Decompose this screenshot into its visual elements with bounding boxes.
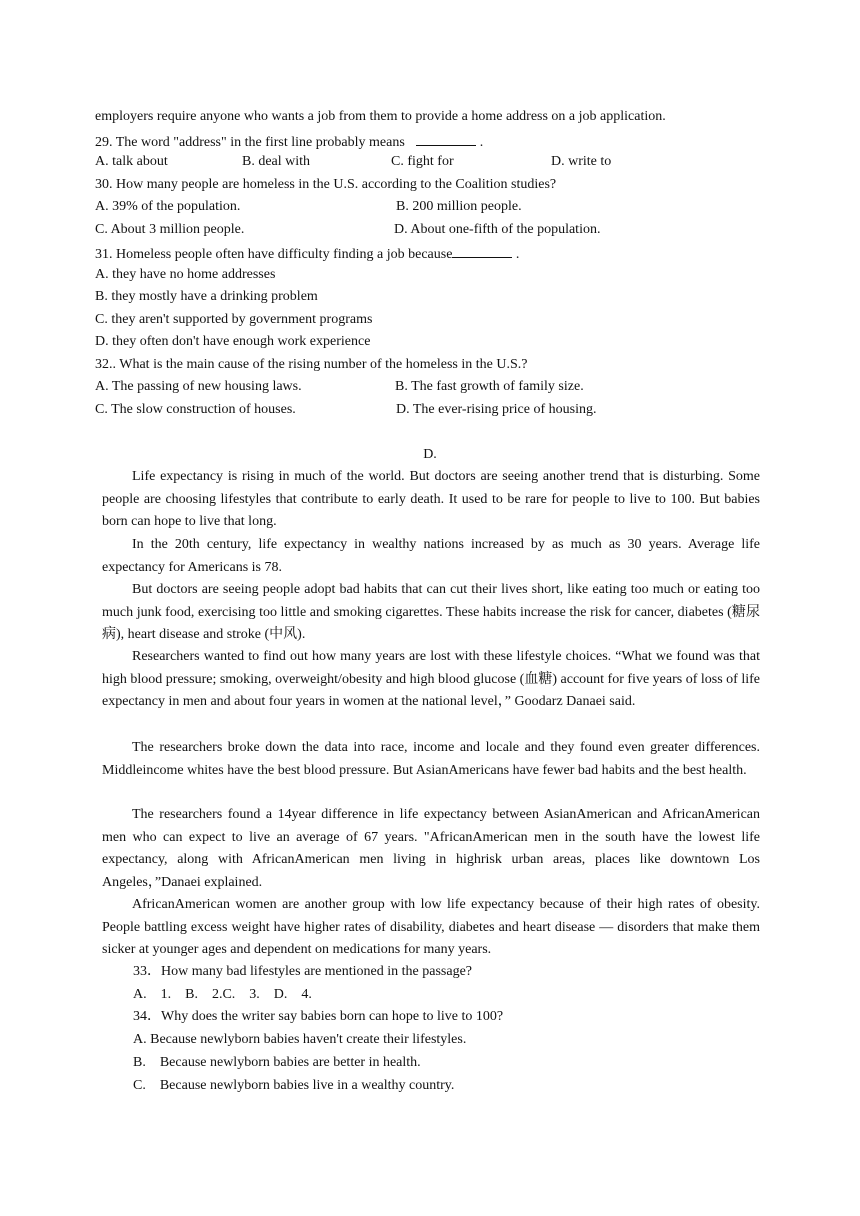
passage-paragraph-5: The researchers broke down the data into race, income and locale and they found even greater differences. Middleincome whites have the best blood pressure. But AsianAmericans have fewer bad habits and the best health. [102, 740, 760, 778]
answer-blank [452, 243, 512, 258]
passage-paragraph-6: The researchers found a 14year difference in life expectancy between AsianAmerican and AfricanAmerican men who can expect to live an average of 67 years. "AfricanAmerican men in the south have the lowest life expectancy, along with AfricanAmerican men living in highrisk urban areas, places like downtown Los Angeles，”Danaei explained. [102, 807, 760, 890]
question-31-text: 31. Homeless people often have difficulty finding a job because [95, 247, 453, 262]
question-34-option-b: B. Because newlyborn babies are better in health. [133, 1055, 421, 1070]
question-30-option-a: A. 39% of the population. [95, 199, 241, 214]
passage-paragraph-3: But doctors are seeing people adopt bad habits that can cut their lives short, like eating too much or eating too much junk food, exercising too little and smoking cigarettes. These habits increase the risk for cancer, diabetes (糖尿病), heart disease and stroke (中风). [102, 582, 760, 643]
question-29-tail: . [476, 135, 484, 150]
question-31-option-a: A. they have no home addresses [95, 267, 276, 282]
question-32-option-a: A. The passing of new housing laws. [95, 379, 302, 394]
question-31-option-d: D. they often don't have enough work experience [95, 334, 371, 349]
passage-paragraph-2: In the 20th century, life expectancy in wealthy nations increased by as much as 30 years. Average life expectancy for Americans is 78. [102, 537, 760, 575]
question-34-stem: 34．Why does the writer say babies born can hope to live to 100? [133, 1009, 504, 1024]
question-32-option-c: C. The slow construction of houses. [95, 402, 296, 417]
question-31-stem [95, 243, 519, 264]
question-30-stem: 30. How many people are homeless in the U.S. according to the Coalition studies? [95, 177, 557, 192]
question-32-option-d: D. The ever-rising price of housing. [396, 402, 597, 417]
question-30-option-d: D. About one-fifth of the population. [394, 222, 601, 237]
passage-continuation-line: employers require anyone who wants a job from them to provide a home address on a job application. [95, 109, 666, 124]
question-29-option-b: B. deal with [242, 154, 311, 169]
question-30-option-b: B. 200 million people. [396, 199, 522, 214]
answer-blank [416, 131, 476, 146]
passage-paragraph-7: AfricanAmerican women are another group with low life expectancy because of their high rates of obesity. People battling excess weight have higher rates of disability, diabetes and heart disease — disorders that make them sicker at younger ages and dependent on medications for many years. [102, 897, 760, 958]
question-33-options: A. 1. B. 2.C. 3. D. 4. [133, 987, 312, 1002]
question-29-text: 29. The word "address" in the first line probably means [95, 135, 405, 150]
question-29-option-d: D. write to [551, 154, 612, 169]
question-34-option-a: A. Because newlyborn babies haven't create their lifestyles. [133, 1032, 467, 1047]
passage-paragraph-4: Researchers wanted to find out how many years are lost with these lifestyle choices. “What we found was that high blood pressure; smoking, overweight/obesity and high blood glucose (血糖) account for five years of loss of life expectancy in men and about four years in women at the national level，” Goodarz Danaei said. [102, 649, 760, 710]
passage-paragraph-1: Life expectancy is rising in much of the world. But doctors are seeing another trend that is disturbing. Some people are choosing lifestyles that contribute to early death. It used to be rare for people to live to 100. But babies born can hope to live that long. [102, 469, 760, 530]
question-29-stem [95, 131, 483, 152]
question-31-option-b: B. they mostly have a drinking problem [95, 289, 318, 304]
question-32-option-b: B. The fast growth of family size. [395, 379, 584, 394]
section-d-heading: D. [423, 447, 437, 462]
question-29-option-a: A. talk about [95, 154, 168, 169]
question-33-stem: 33．How many bad lifestyles are mentioned in the passage? [133, 964, 473, 979]
question-32-stem: 32.. What is the main cause of the rising number of the homeless in the U.S.? [95, 357, 528, 372]
question-31-option-c: C. they aren't supported by government programs [95, 312, 373, 327]
question-31-tail: . [512, 247, 520, 262]
question-34-option-c: C. Because newlyborn babies live in a wealthy country. [133, 1078, 455, 1093]
question-30-option-c: C. About 3 million people. [95, 222, 245, 237]
question-29-option-c: C. fight for [391, 154, 454, 169]
